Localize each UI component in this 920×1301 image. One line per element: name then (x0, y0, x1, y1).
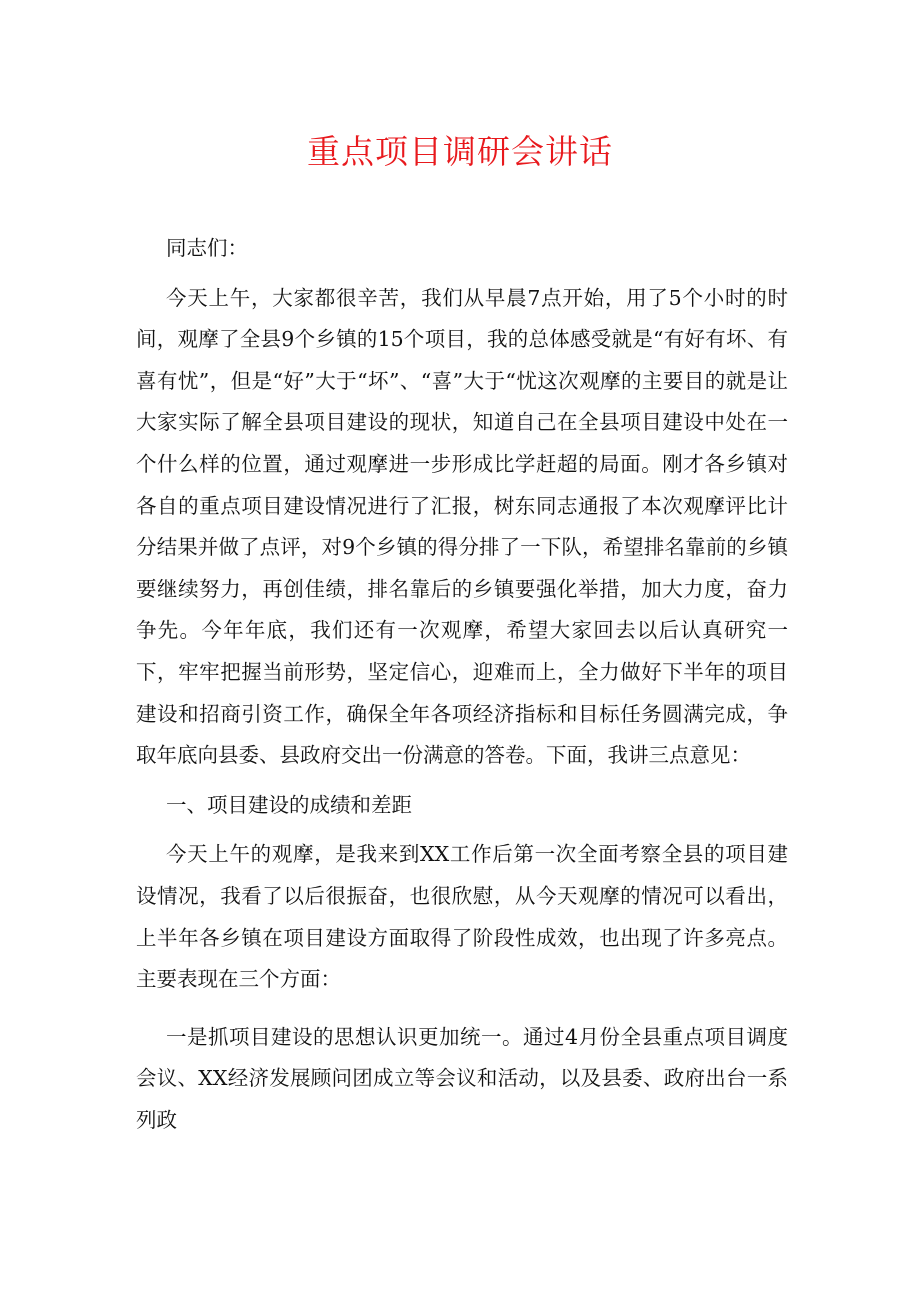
paragraph-1: 今天上午，大家都很辛苦，我们从早晨7点开始，用了5个小时的时间，观摩了全县9个乡镇的15个项目，我的总体感受就是“有好有坏、有喜有忧”，但是“好”大于“坏”、“喜”大于“忧这次观摩的主要目的就是让大家实际了解全县项目建设的现状，知道自己在全县项目建设中处在一个什么样的位置，通过观摩进一步形成比学赶超的局面。刚才各乡镇对各自的重点项目建设情况进行了汇报，树东同志通报了本次观摩评比计分结果并做了点评，对9个乡镇的得分排了一下队，希望排名靠前的乡镇要继续努力，再创佳绩，排名靠后的乡镇要强化举措，加大力度，奋力争先。今年年底，我们还有一次观摩，希望大家回去以后认真研究一下，牢牢把握当前形势，坚定信心，迎难而上，全力做好下半年的项目建设和招商引资工作，确保全年各项经济指标和目标任务圆满完成，争取年底向县委、县政府交出一份满意的答卷。下面，我讲三点意见： (136, 285, 788, 768)
paragraph-2: 今天上午的观摩，是我来到XX工作后第一次全面考察全县的项目建设情况，我看了以后很振奋，也很欣慰，从今天观摩的情况可以看出，上半年各乡镇在项目建设方面取得了阶段性成效，也出现了许多亮点。主要表现在三个方面： (136, 842, 788, 992)
section-heading-1: 一、项目建设的成绩和差距 (166, 792, 412, 817)
salutation: 同志们： (166, 236, 248, 260)
document-title: 重点项目调研会讲话 (307, 132, 613, 171)
paragraph-3: 一是抓项目建设的思想认识更加统一。通过4月份全县重点项目调度会议、XX经济发展顾问团成立等会议和活动，以及县委、政府出台一系列政 (136, 1024, 788, 1132)
document-body (136, 228, 788, 1141)
